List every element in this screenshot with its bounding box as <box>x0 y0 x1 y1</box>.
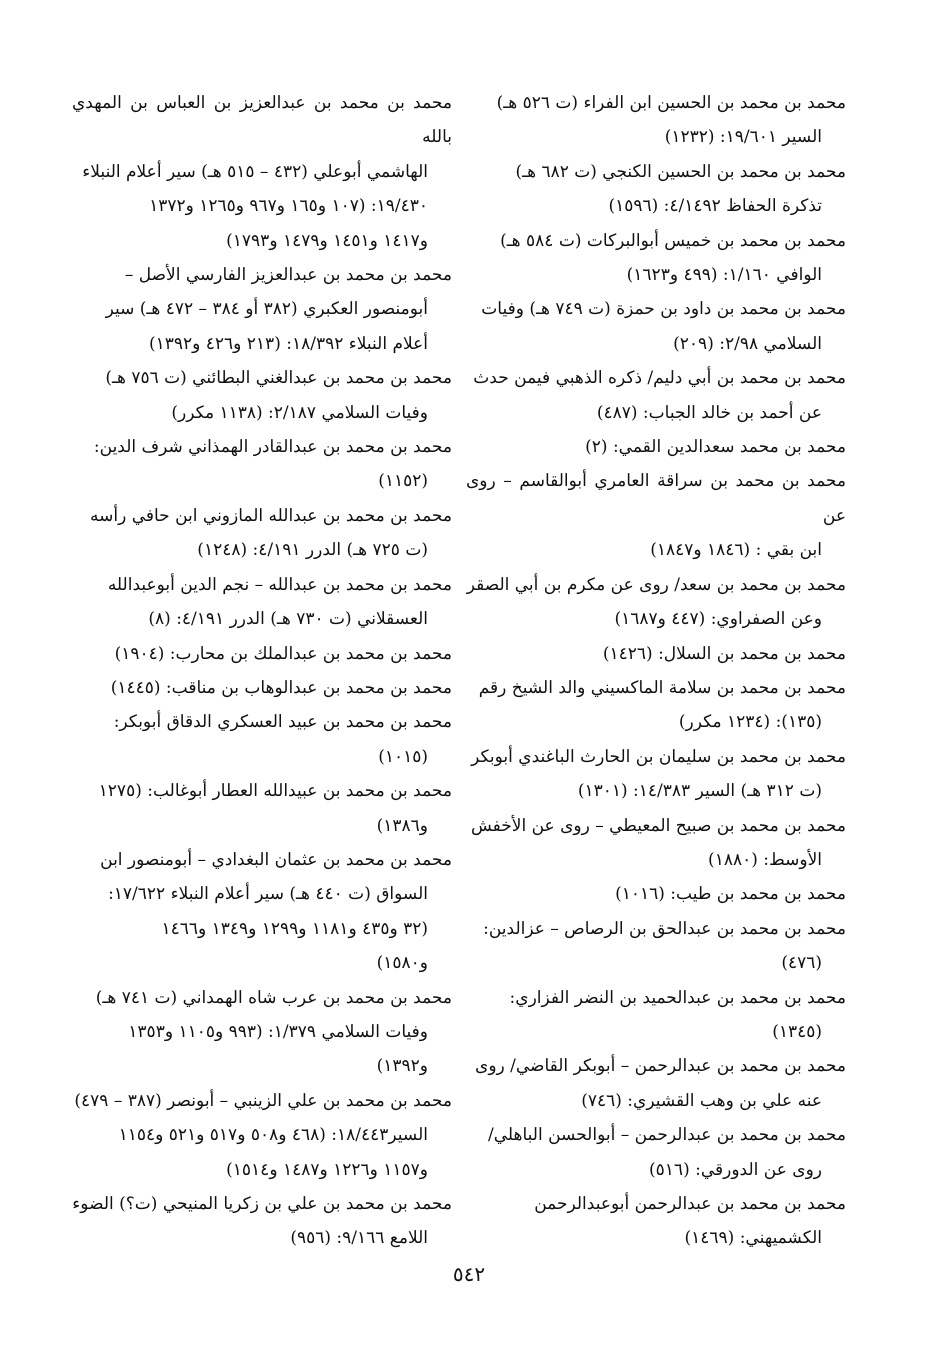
index-entry <box>72 843 452 981</box>
entry-heading-line: محمد بن محمد بن عبدالحق بن الرصاص – عزالدين: <box>483 918 846 939</box>
index-entry <box>466 637 846 671</box>
entry-continuation-line: الهاشمي أبوعلي (٤٣٢ – ٥١٥ هـ) سير أعلام النبلاء <box>82 161 428 182</box>
entry-continuation-line: و١١٥٧ و١٢٢٦ و١٤٨٧ و١٥١٤) <box>226 1159 428 1180</box>
entry-continuation-line: العسقلاني (ت ٧٣٠ هـ) الدرر ٤/١٩١: (٨) <box>148 609 428 630</box>
entry-continuation-line: السواق (ت ٤٤٠ هـ) سير أعلام النبلاء ١٧/٦٢٢: <box>108 884 428 905</box>
entry-heading-line: محمد بن محمد بن عبدالملك بن محارب: (١٩٠٤) <box>114 643 452 664</box>
entry-continuation-line: (٤٧٦) <box>781 953 822 974</box>
index-entry <box>466 877 846 911</box>
index-entry <box>72 1084 452 1187</box>
entry-continuation-line: و١٤١٧ و١٤٥١ و١٤٧٩ و١٧٩٣) <box>226 230 428 251</box>
entry-heading-line: محمد بن محمد بن داود بن حمزة (ت ٧٤٩ هـ) وفيات <box>481 299 846 320</box>
entry-continuation-line: الوافي ١/١٦٠: (٤٩٩ و١٦٢٣) <box>626 265 822 286</box>
index-entry <box>72 258 452 361</box>
entry-heading-line: محمد بن محمد بن عبيد العسكري الدقاق أبوبكر: <box>113 712 452 733</box>
entry-continuation-line: وفيات السلامي ١/٣٧٩: (٩٩٣ و١١٠٥ و١٣٥٣ <box>128 1021 428 1042</box>
entry-continuation-line: ١٩/٤٣٠: (١٠٧ و١٦٥ و٩٦٧ و١٢٦٥ و١٣٧٢ <box>149 196 428 217</box>
entry-continuation-line: و١٣٩٢) <box>376 1056 428 1077</box>
index-entry <box>72 361 452 430</box>
index-entry <box>466 224 846 293</box>
index-entry <box>72 705 452 774</box>
entry-continuation-line: أعلام النبلاء ١٨/٣٩٢: (٢١٣ و٤٢٦ و١٣٩٢) <box>148 333 428 354</box>
entry-heading-line: محمد بن محمد بن الحسين ابن الفراء (ت ٥٢٦ هـ) <box>496 93 846 113</box>
entry-continuation-line: (٣٢ و٤٣٥ و١١٨١ و١٢٩٩ و١٣٤٩ و١٤٦٦ <box>161 918 428 939</box>
entry-continuation-line: أبومنصور العكبري (٣٨٢ أو ٣٨٤ – ٤٧٢ هـ) سير <box>105 299 428 320</box>
entry-continuation-line: و١٣٨٦) <box>376 815 428 836</box>
entry-heading-line: محمد بن محمد بن عبدالقادر الهمذاني شرف الدين: <box>93 437 452 458</box>
entry-continuation-line: عنه علي بن وهب القشيري: (٧٤٦) <box>581 1090 822 1111</box>
index-entry <box>466 155 846 224</box>
index-entry <box>72 430 452 499</box>
index-entry <box>72 568 452 637</box>
entry-heading-line: محمد بن محمد بن علي بن زكريا المنيحي (ت؟) الضوء <box>72 1194 452 1214</box>
index-entry <box>72 86 452 258</box>
entry-heading-line: محمد بن محمد بن الحسين الكنجي (ت ٦٨٢ هـ) <box>515 161 846 182</box>
entry-continuation-line: تذكرة الحفاظ ٤/١٤٩٢: (١٥٩٦) <box>608 196 822 217</box>
entry-heading-line: محمد بن محمد بن عرب شاه الهمداني (ت ٧٤١ هـ) <box>95 987 452 1008</box>
entry-heading-line: محمد بن محمد بن عبدالرحمن – أبوالحسن الباهلي/ <box>487 1125 846 1146</box>
index-entry <box>72 637 452 671</box>
entry-heading-line: محمد بن محمد بن عبدالله المازوني ابن حافي رأسه <box>90 505 452 526</box>
index-entry <box>466 981 846 1050</box>
right-column <box>466 86 846 1256</box>
index-entry <box>466 740 846 809</box>
entry-heading-line: محمد بن محمد سعدالدين القمي: (٢) <box>585 437 846 458</box>
entry-heading-line: محمد بن محمد بن صبيح المعيطي – روى عن الأخفش <box>471 815 846 836</box>
entry-continuation-line: (١٣٤٥) <box>772 1021 822 1042</box>
entry-continuation-line: عن أحمد بن خالد الجباب: (٤٨٧) <box>596 402 822 423</box>
index-entry <box>466 671 846 740</box>
index-entry <box>72 774 452 843</box>
entry-heading-line: محمد بن محمد بن علي الزينبي – أبونصر (٣٨٧ – ٤٧٩) <box>74 1090 452 1111</box>
entry-heading-line: محمد بن محمد بن عبدالعزيز بن العباس بن المهدي بالله <box>72 93 452 148</box>
entry-continuation-line: وفيات السلامي ٢/١٨٧: (١١٣٨ مكرر) <box>171 402 428 423</box>
entry-heading-line: محمد بن محمد بن عبدالله – نجم الدين أبوعبدالله <box>107 574 452 595</box>
index-entry <box>466 464 846 567</box>
entry-heading-line: محمد بن محمد بن عبدالوهاب بن مناقب: (١٤٤٥) <box>110 677 452 698</box>
entry-continuation-line: الكشميهني: (١٤٦٩) <box>684 1228 822 1249</box>
entry-continuation-line: وعن الصفراوي: (٤٤٧ و١٦٨٧) <box>614 609 822 630</box>
index-entry <box>466 568 846 637</box>
index-entry <box>466 361 846 430</box>
entry-continuation-line: (ت ٧٢٥ هـ) الدرر ٤/١٩١: (١٢٤٨) <box>197 540 428 561</box>
entry-heading-line: محمد بن محمد بن عبدالرحمن أبوعبدالرحمن <box>534 1194 846 1214</box>
entry-continuation-line: (١٠١٥) <box>378 746 428 767</box>
index-entry <box>466 912 846 981</box>
index-entry <box>466 86 846 155</box>
entry-continuation-line: (ت ٣١٢ هـ) السير ١٤/٣٨٣: (١٣٠١) <box>577 781 822 802</box>
entry-continuation-line: ابن بقي : (١٨٤٦ و١٨٤٧) <box>650 540 822 561</box>
entry-heading-line: محمد بن محمد بن السلال: (١٤٢٦) <box>602 643 846 664</box>
entry-continuation-line: السلامي ٢/٩٨: (٢٠٩) <box>673 333 822 354</box>
entry-continuation-line: السير ١٩/٦٠١: (١٢٣٢) <box>664 127 822 148</box>
index-entry <box>72 499 452 568</box>
index-entry <box>466 1118 846 1187</box>
entry-heading-line: محمد بن محمد بن عبدالغني البطائني (ت ٧٥٦ هـ) <box>105 368 452 389</box>
entry-continuation-line: (١١٥٢) <box>378 471 428 492</box>
entry-heading-line: محمد بن محمد بن عبدالحميد بن النضر الفزاري: <box>509 987 846 1008</box>
entry-continuation-line: السير١٨/٤٤٣: (٤٦٨ و٥٠٨ و٥١٧ و٥٢١ و١١٥٤ <box>118 1125 428 1146</box>
page-number: ٥٤٢ <box>452 1262 486 1286</box>
entry-heading-line: محمد بن محمد بن طيب: (١٠١٦) <box>615 884 846 905</box>
entry-heading-line: محمد بن محمد بن أبي دليم/ ذكره الذهبي فيمن حدث <box>473 368 846 389</box>
entry-heading-line: محمد بن محمد بن سراقة العامري أبوالقاسم – روى عن <box>466 471 846 526</box>
entry-heading-line: محمد بن محمد بن سليمان بن الحارث الباغندي أبوبكر <box>471 746 846 767</box>
index-entry <box>466 809 846 878</box>
index-entry <box>466 1049 846 1118</box>
entry-continuation-line: (١٣٥): (١٢٣٤ مكرر) <box>678 712 822 733</box>
index-entry <box>466 1187 846 1256</box>
entry-continuation-line: روى عن الدورقي: (٥١٦) <box>649 1159 822 1180</box>
index-entry <box>466 430 846 464</box>
entry-continuation-line: اللامع ٩/١٦٦: (٩٥٦) <box>290 1228 428 1249</box>
entry-heading-line: محمد بن محمد بن عثمان البغدادي – أبومنصور ابن <box>100 849 452 870</box>
index-entry <box>466 292 846 361</box>
entry-heading-line: محمد بن محمد بن عبدالرحمن – أبوبكر القاضي/ روى <box>475 1056 846 1077</box>
left-column <box>72 86 452 1256</box>
entry-heading-line: محمد بن محمد بن عبيدالله العطار أبوغالب: (١٢٧٥ <box>98 781 452 802</box>
index-entry <box>72 981 452 1084</box>
index-entry <box>72 671 452 705</box>
entry-heading-line: محمد بن محمد بن عبدالعزيز الفارسي الأصل – <box>124 265 452 286</box>
entry-continuation-line: الأوسط: (١٨٨٠) <box>708 849 822 870</box>
entry-heading-line: محمد بن محمد بن سلامة الماكسيني والد الشيخ رقم <box>478 677 846 698</box>
entry-continuation-line: و١٥٨٠) <box>376 953 428 974</box>
entry-heading-line: محمد بن محمد بن خميس أبوالبركات (ت ٥٨٤ هـ) <box>500 230 846 251</box>
index-entry <box>72 1187 452 1256</box>
entry-heading-line: محمد بن محمد بن سعد/ روى عن مكرم بن أبي الصقر <box>466 574 846 595</box>
